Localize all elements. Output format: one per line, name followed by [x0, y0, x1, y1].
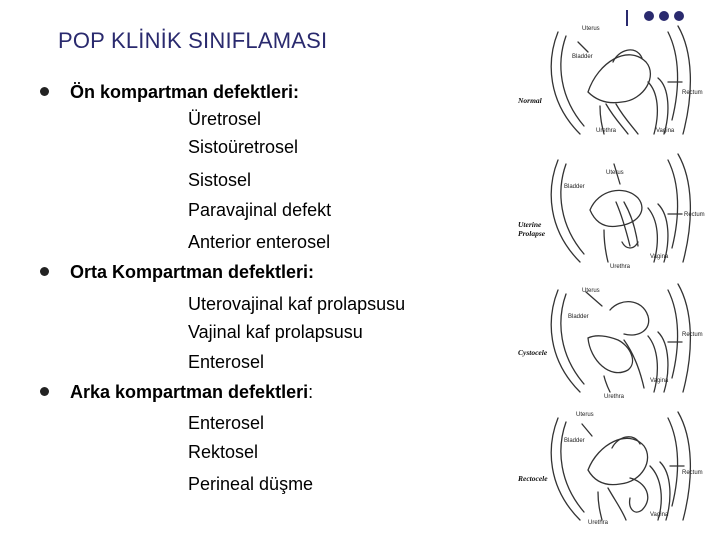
- condition-label: Uterine Prolapse: [518, 220, 546, 238]
- condition-label: Normal: [518, 96, 542, 105]
- section-heading: Ön kompartman defektleri:: [70, 82, 300, 102]
- pelvis-drawing-icon: [518, 280, 704, 400]
- anatomy-figures: [518, 22, 704, 528]
- pelvis-drawing-icon: [518, 22, 704, 142]
- bullet-icon: [40, 267, 49, 276]
- anatomy-figure-rectocele: Uterus Bladder Rectum Urethra Vagina Rectocele: [518, 408, 704, 528]
- section-heading: Orta Kompartman defektleri:: [70, 262, 315, 282]
- anatomy-figure-normal: Uterus Bladder Rectum Urethra Vagina Normal: [518, 22, 704, 142]
- slide-title: POP KLİNİK SINIFLAMASI: [58, 28, 328, 53]
- decor-dot: [659, 11, 669, 21]
- decor-dot: [674, 11, 684, 21]
- condition-label: Cystocele: [518, 348, 548, 357]
- condition-label: Rectocele: [518, 474, 548, 483]
- anatomy-figure-uterine-prolapse: Uterus Bladder Rectum Urethra Vagina Uterine Prolapse: [518, 150, 704, 270]
- pelvis-drawing-icon: [518, 150, 704, 270]
- bullet-icon: [40, 387, 49, 396]
- pelvis-drawing-icon: [518, 408, 704, 528]
- bullet-icon: [40, 87, 49, 96]
- section-heading: Arka kompartman defektleri:: [70, 382, 314, 402]
- decor-dot: [644, 11, 654, 21]
- anatomy-figure-cystocele: Uterus Bladder Rectum Urethra Vagina Cystocele: [518, 280, 704, 400]
